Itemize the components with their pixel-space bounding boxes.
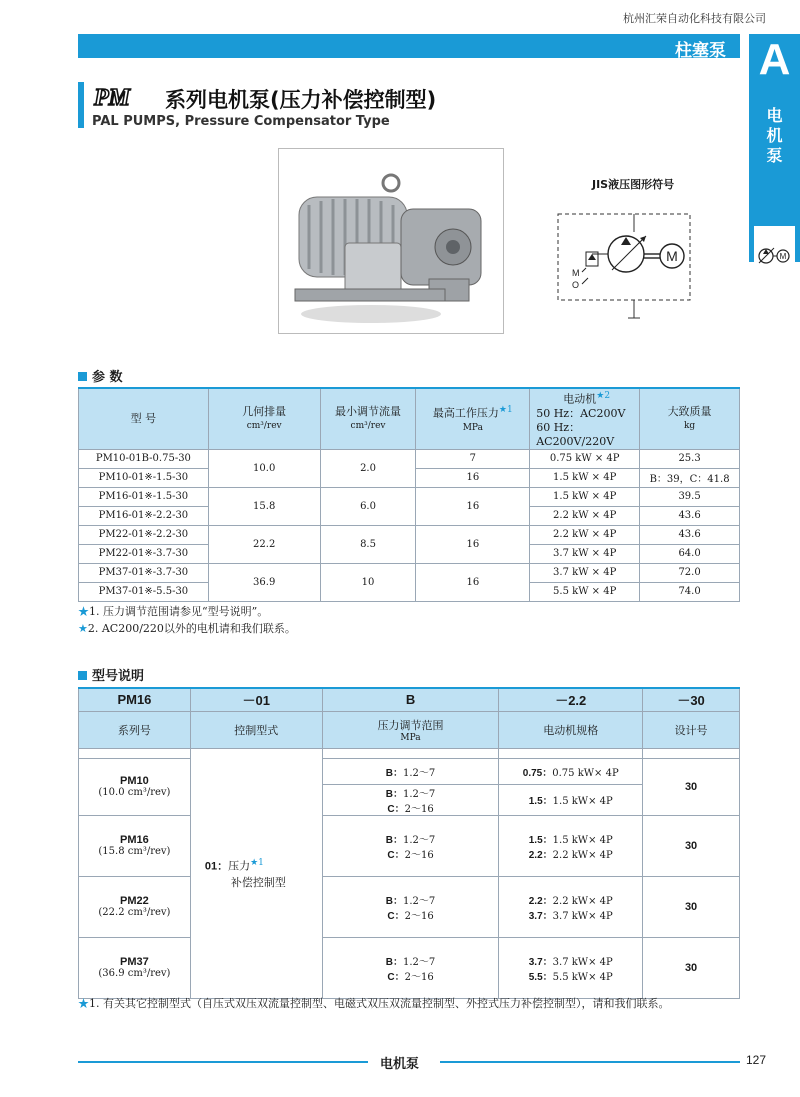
pump-motor-icon xyxy=(754,226,795,288)
table-row: PM37-01※-5.5-30 5.5 kW × 4P 74.0 xyxy=(79,582,740,601)
pm-logo-text: PM xyxy=(94,85,130,110)
table-row: PM22-01※-2.2-30 22.2 8.5 16 2.2 kW × 4P 43.6 xyxy=(79,525,740,544)
col-motor: 电动机$^{★2}$ 50 Hz：AC200V 60 Hz：AC200V/220V xyxy=(530,388,640,449)
col-displacement: 几何排量 cm³/rev xyxy=(208,388,320,449)
col-mass: 大致质量 kg xyxy=(640,388,740,449)
series-row-pm10b: B：1.2～7 C：2～16 1.5：1.5 kW× 4P xyxy=(79,784,740,815)
section-bar xyxy=(78,34,740,61)
table-row: PM16-01※-2.2-30 2.2 kW × 4P 43.6 xyxy=(79,506,740,525)
page-title: 系列电机泵(压力补偿控制型) xyxy=(165,88,437,112)
params-note-2: ★2. AC200/220以外的电机请和我们联系。 xyxy=(78,622,296,635)
series-row-pm22: PM22 (22.2 cm³/rev) B：1.2～7 C：2～16 2.2：2.2 kW× 4P 3.7：3.7 kW× 4P 30 xyxy=(79,876,740,937)
table-row: PM22-01※-3.7-30 3.7 kW × 4P 64.0 xyxy=(79,544,740,563)
col-max-pressure: 最高工作压力$^{★1}$ MPa xyxy=(416,388,530,449)
jis-motor-m: M xyxy=(666,248,678,264)
series-row-pm16: PM16 (15.8 cm³/rev) B：1.2～7 C：2～16 1.5：1.5 kW× 4P 2.2：2.2 kW× 4P 30 xyxy=(79,815,740,876)
footer-label: 电机泵 xyxy=(380,1057,420,1072)
col-model: 型 号 xyxy=(79,388,209,449)
model-code-table: PM16 －01 B －2.2 －30 系列号 控制型式 压力调节范围 MPa 电动机规格 设计号 01：压力$^{★1}$ 补偿控制型 PM10 (10.0 cm³/rev) B：1.2～7 0.75：0.75 kW× 4P 30 B：1.2～7 C：2～16 1.5：1.5 kW× 4P PM16 (15.8 cm³/rev) B：1.2～7 C：2～16 1.5：1.5 kW× 4P 2.2：2.2 kW× 4P 30 PM22 (22.2 cm³/rev) B：1.2～7 C：2～16 2.2：2.2 kW× 4P 3.7：3.7 kW× 4P 30 PM37 (36.9 cm³/rev) B：1.2～7 C：2～16 3.7：3.7 kW× 4P 5.5：5.5 kW× 4P 30 xyxy=(78,687,740,999)
jis-mo-label: M xyxy=(572,268,580,278)
table-row: PM16-01※-1.5-30 15.8 6.0 16 1.5 kW × 4P 39.5 xyxy=(79,487,740,506)
params-table xyxy=(78,387,740,602)
page-subtitle: PAL PUMPS, Pressure Compensator Type xyxy=(92,114,390,129)
tab-letter: A xyxy=(758,35,791,84)
code-row: PM16 －01 B －2.2 －30 xyxy=(79,688,740,711)
jis-symbol-label: JIS液压图形符号 xyxy=(592,178,675,191)
footer-line-left xyxy=(78,1061,368,1063)
params-heading: 参 数 xyxy=(78,366,123,385)
model-code-note: ★1. 有关其它控制型式（自压式双压双流量控制型、电磁式双压双流量控制型、外控式压力补偿控制型），请和我们联系。 xyxy=(78,997,670,1010)
label-row: 系列号 控制型式 压力调节范围 MPa 电动机规格 设计号 xyxy=(79,711,740,748)
col-min-flow: 最小调节流量 cm³/rev xyxy=(320,388,416,449)
table-row: PM10-01B-0.75-30 10.0 2.0 7 0.75 kW × 4P 25.3 xyxy=(79,449,740,468)
series-row-pm10: PM10 (10.0 cm³/rev) B：1.2～7 0.75：0.75 kW× 4P 30 xyxy=(79,758,740,784)
product-photo xyxy=(278,148,504,334)
table-row: PM37-01※-3.7-30 36.9 10 16 3.7 kW × 4P 72.0 xyxy=(79,563,740,582)
footer-line-right xyxy=(440,1061,740,1063)
section-title: 柱塞泵 xyxy=(675,41,726,61)
page-number: 127 xyxy=(745,1053,766,1067)
table-row: PM10-01※-1.5-30 16 1.5 kW × 4P B：39，C：41.8 xyxy=(79,468,740,487)
model-code-heading: 型号说明 xyxy=(78,665,144,684)
jis-o-label: O xyxy=(572,280,580,290)
svg-text:M: M xyxy=(779,252,787,261)
company-name: 杭州汇荣自动化科技有限公司 xyxy=(623,12,766,25)
series-row-pm37: PM37 (36.9 cm³/rev) B：1.2～7 C：2～16 3.7：3.7 kW× 4P 5.5：5.5 kW× 4P 30 xyxy=(79,937,740,998)
title-mark xyxy=(78,82,84,128)
pm-logo xyxy=(92,84,158,110)
tab-text: 电机泵 xyxy=(766,106,783,165)
jis-hydraulic-symbol xyxy=(556,212,692,320)
side-tab xyxy=(749,34,800,262)
params-note-1: ★1. 压力调节范围请参见“型号说明”。 xyxy=(78,605,269,618)
